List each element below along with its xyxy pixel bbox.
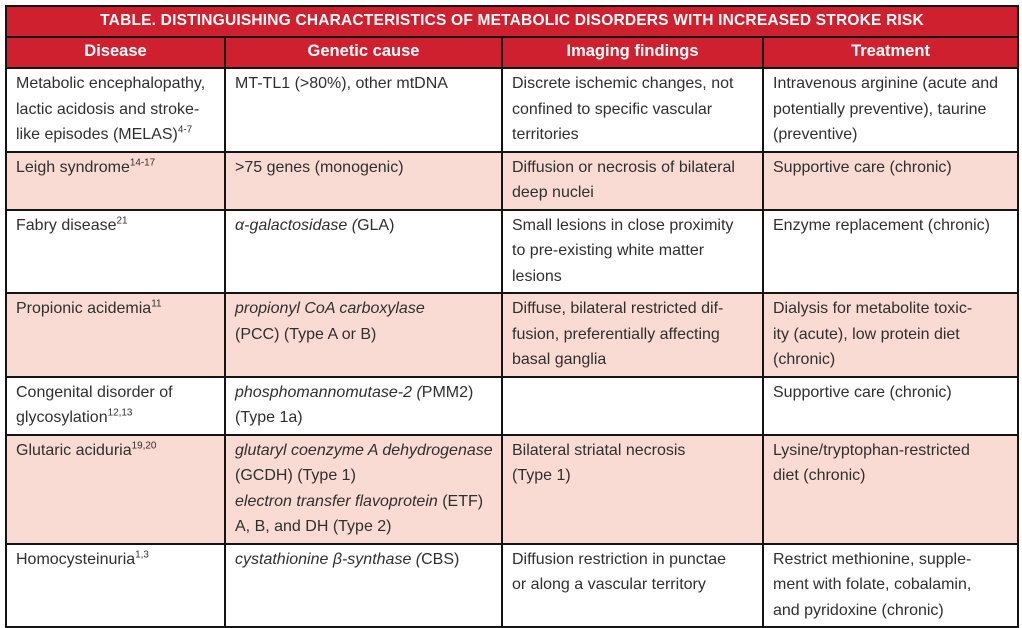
column-header-row bbox=[6, 37, 1018, 68]
cell-genetic-cause: glutaryl coenzyme A dehydrogenase (GCDH) (Type 1) electron transfer flavoprotein (ETF) A, B, and DH (Type 2) bbox=[225, 435, 502, 544]
cell-treatment: Lysine/tryptophan-restricted diet (chronic) bbox=[763, 435, 1018, 544]
cell-treatment: Enzyme replacement (chronic) bbox=[763, 210, 1018, 294]
cell-genetic-cause: >75 genes (monogenic) bbox=[225, 152, 502, 210]
cell-imaging-findings: Diffusion or necrosis of bilateral deep nuclei bbox=[502, 152, 763, 210]
cell-disease: Metabolic encephalopathy, lactic acidosis and stroke- like episodes (MELAS)$^{4-7}$ bbox=[6, 68, 225, 152]
table-head bbox=[6, 6, 1018, 68]
table-row bbox=[6, 435, 1018, 544]
cell-imaging-findings: Small lesions in close proximity to pre-existing white matter lesions bbox=[502, 210, 763, 294]
table-title: TABLE. DISTINGUISHING CHARACTERISTICS OF METABOLIC DISORDERS WITH INCREASED STROKE RISK bbox=[6, 6, 1018, 37]
metabolic-disorders-table bbox=[5, 5, 1019, 628]
table-row bbox=[6, 293, 1018, 377]
cell-treatment: Supportive care (chronic) bbox=[763, 377, 1018, 435]
table-row bbox=[6, 152, 1018, 210]
table-row bbox=[6, 544, 1018, 628]
column-header-genetic-cause: Genetic cause bbox=[225, 37, 502, 68]
column-header-disease: Disease bbox=[6, 37, 225, 68]
cell-genetic-cause: cystathionine β-synthase (CBS) bbox=[225, 544, 502, 628]
table-row bbox=[6, 210, 1018, 294]
cell-disease: Homocysteinuria$^{1,3}$ bbox=[6, 544, 225, 628]
cell-disease: Congenital disorder of glycosylation$^{12,13}$ bbox=[6, 377, 225, 435]
title-row bbox=[6, 6, 1018, 37]
cell-treatment: Supportive care (chronic) bbox=[763, 152, 1018, 210]
cell-disease: Leigh syndrome$^{14-17}$ bbox=[6, 152, 225, 210]
cell-genetic-cause: MT-TL1 (>80%), other mtDNA bbox=[225, 68, 502, 152]
cell-imaging-findings: Diffuse, bilateral restricted dif- fusion, preferentially affecting basal ganglia bbox=[502, 293, 763, 377]
cell-genetic-cause: propionyl CoA carboxylase (PCC) (Type A or B) bbox=[225, 293, 502, 377]
cell-imaging-findings: Discrete ischemic changes, not confined to specific vascular territories bbox=[502, 68, 763, 152]
table-row bbox=[6, 68, 1018, 152]
cell-imaging-findings bbox=[502, 377, 763, 435]
cell-genetic-cause: phosphomannomutase-2 (PMM2) (Type 1a) bbox=[225, 377, 502, 435]
cell-imaging-findings: Diffusion restriction in punctae or along a vascular territory bbox=[502, 544, 763, 628]
cell-treatment: Intravenous arginine (acute and potentially preventive), taurine (preventive) bbox=[763, 68, 1018, 152]
column-header-treatment: Treatment bbox=[763, 37, 1018, 68]
cell-treatment: Dialysis for metabolite toxic- ity (acute), low protein diet (chronic) bbox=[763, 293, 1018, 377]
cell-genetic-cause: α-galactosidase (GLA) bbox=[225, 210, 502, 294]
table-body bbox=[6, 68, 1018, 627]
cell-disease: Propionic acidemia$^{11}$ bbox=[6, 293, 225, 377]
cell-disease: Glutaric aciduria$^{19,20}$ bbox=[6, 435, 225, 544]
column-header-imaging-findings: Imaging findings bbox=[502, 37, 763, 68]
table-row bbox=[6, 377, 1018, 435]
cell-disease: Fabry disease$^{21}$ bbox=[6, 210, 225, 294]
cell-treatment: Restrict methionine, supple- ment with folate, cobalamin, and pyridoxine (chronic) bbox=[763, 544, 1018, 628]
cell-imaging-findings: Bilateral striatal necrosis (Type 1) bbox=[502, 435, 763, 544]
